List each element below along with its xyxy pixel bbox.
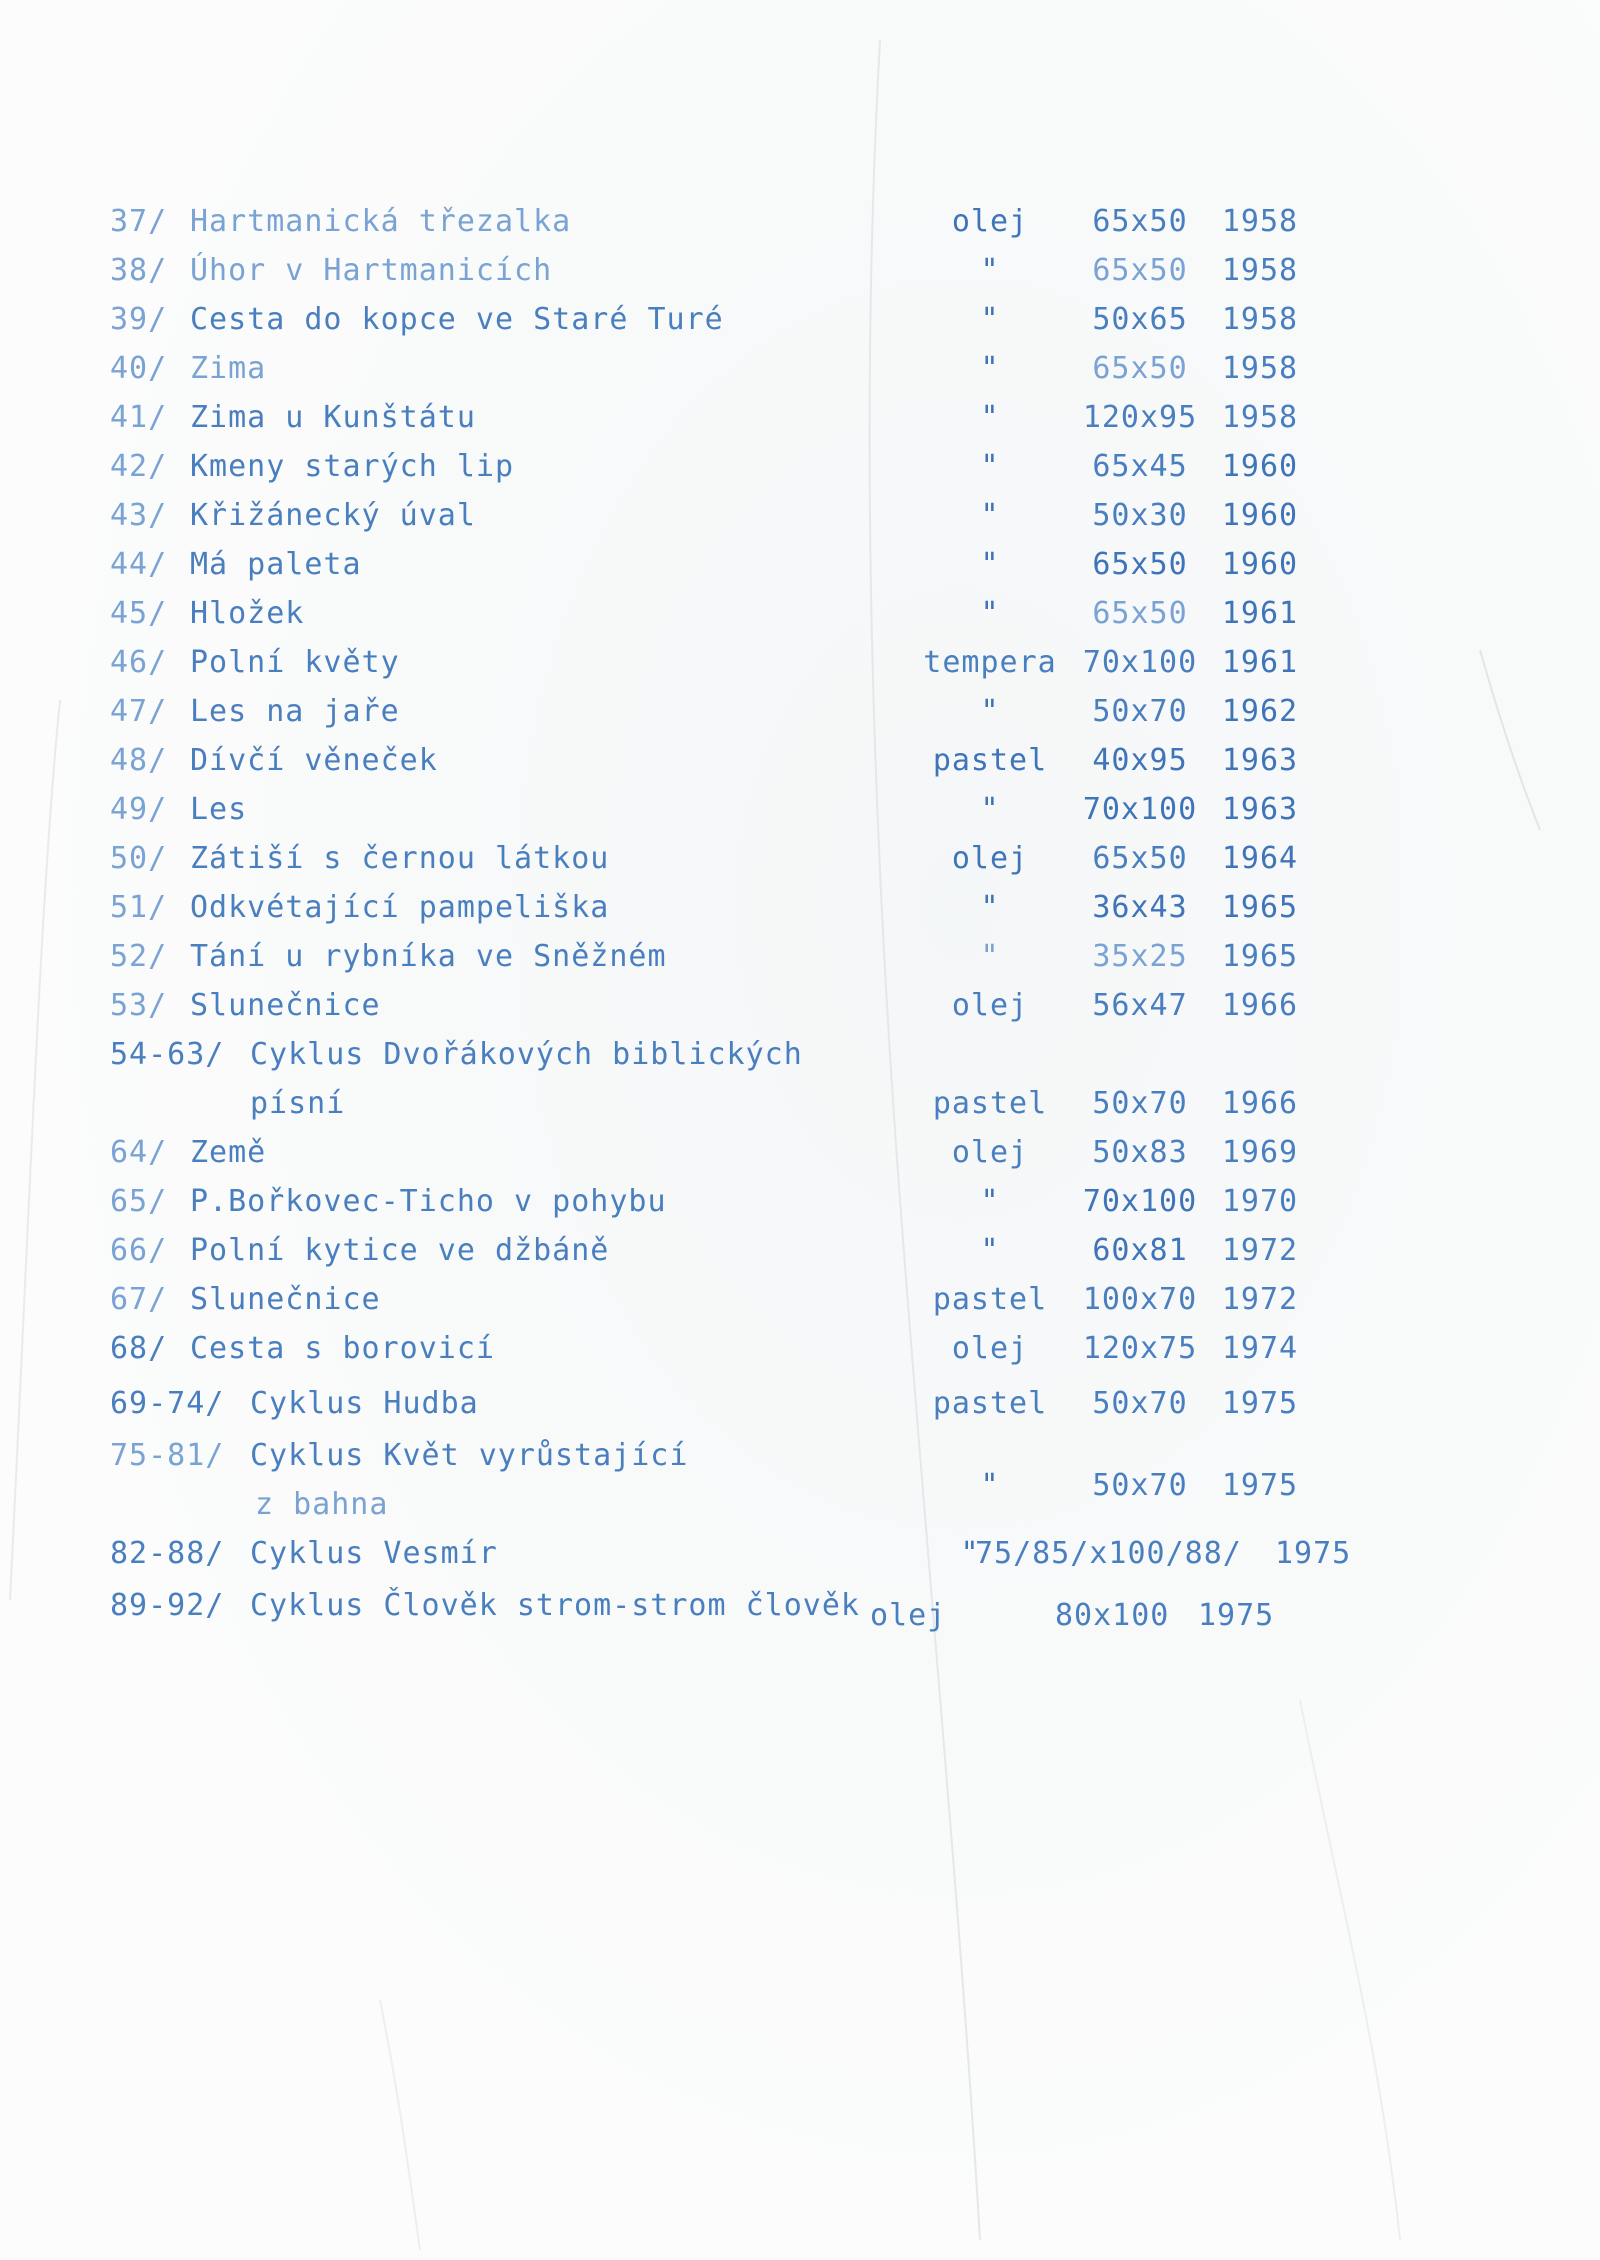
entry-size: 120x75 xyxy=(1082,1331,1198,1366)
entry-year: 1961 xyxy=(1221,645,1299,680)
entry-medium: " xyxy=(960,1536,980,1571)
entry-size: 65x50 xyxy=(1092,547,1188,582)
entry-size: 70x100 xyxy=(1082,792,1198,827)
entry-year: 1969 xyxy=(1221,1135,1299,1170)
entry-year: 1965 xyxy=(1221,890,1299,925)
entry-year: 1965 xyxy=(1221,939,1299,974)
entry-medium: pastel xyxy=(932,1386,1048,1421)
entry-year: 1975 xyxy=(1198,1598,1275,1633)
entry-year: 1970 xyxy=(1221,1184,1299,1219)
entry-medium: " xyxy=(980,351,1000,386)
entry-medium: olej xyxy=(951,841,1029,876)
entry-medium: tempera xyxy=(923,645,1057,680)
entry-title: Kmeny starých lip xyxy=(190,449,515,484)
entry-year: 1961 xyxy=(1221,596,1299,631)
entry-medium: " xyxy=(980,449,1000,484)
entry-number: 44/ xyxy=(110,547,168,582)
entry-title: Hartmanická třezalka xyxy=(190,204,572,239)
entry-title: P.Bořkovec-Ticho v pohybu xyxy=(190,1184,667,1219)
entry-medium: " xyxy=(980,596,1000,631)
entry-title: Cesta s borovicí xyxy=(190,1331,495,1366)
entry-size: 56x47 xyxy=(1092,988,1188,1023)
entry-number: 38/ xyxy=(110,253,168,288)
entry-size: 70x100 xyxy=(1082,645,1198,680)
entry-number: 39/ xyxy=(110,302,168,337)
entry-year: 1974 xyxy=(1221,1331,1299,1366)
entry-number: 69-74/ xyxy=(110,1386,225,1421)
list-item-continuation xyxy=(110,1485,1410,1525)
entry-size: 65x50 xyxy=(1092,204,1188,239)
entry-number: 46/ xyxy=(110,645,168,680)
entry-size: 65x50 xyxy=(1092,253,1188,288)
entry-size: 80x100 xyxy=(1055,1598,1170,1633)
entry-size: 100x70 xyxy=(1082,1282,1198,1317)
entry-title: Má paleta xyxy=(190,547,362,582)
entry-medium: olej xyxy=(951,988,1029,1023)
list-item xyxy=(110,937,1410,977)
entry-number: 65/ xyxy=(110,1184,168,1219)
entry-medium: " xyxy=(980,694,1000,729)
entry-number: 37/ xyxy=(110,204,168,239)
entry-medium: " xyxy=(980,1184,1000,1219)
entry-number: 82-88/ xyxy=(110,1536,225,1571)
entry-number: 45/ xyxy=(110,596,168,631)
list-item xyxy=(110,398,1410,438)
list-item xyxy=(110,545,1410,585)
entry-year: 1963 xyxy=(1221,792,1299,827)
entry-size: 50x70 xyxy=(1092,694,1188,729)
entry-medium: " xyxy=(980,1233,1000,1268)
entry-number: 66/ xyxy=(110,1233,168,1268)
entry-medium: " xyxy=(980,890,1000,925)
list-item xyxy=(110,741,1410,781)
entry-title: Polní kytice ve džbáně xyxy=(190,1233,610,1268)
entry-size: 35x25 xyxy=(1092,939,1188,974)
entry-year: 1958 xyxy=(1221,204,1299,239)
entry-title: Polní květy xyxy=(190,645,400,680)
entry-number: 64/ xyxy=(110,1135,168,1170)
entry-medium: " xyxy=(980,253,1000,288)
entry-title: Slunečnice xyxy=(190,1282,381,1317)
list-item xyxy=(110,1231,1410,1271)
entry-title: Zima xyxy=(190,351,267,386)
entry-size: 65x45 xyxy=(1092,449,1188,484)
entry-medium: pastel xyxy=(932,1086,1048,1121)
entry-number: 41/ xyxy=(110,400,168,435)
entry-size: 50x65 xyxy=(1092,302,1188,337)
entry-year: 1960 xyxy=(1221,547,1299,582)
entry-title-continuation: z bahna xyxy=(255,1487,389,1522)
entry-number: 43/ xyxy=(110,498,168,533)
entry-number: 52/ xyxy=(110,939,168,974)
entry-title: Odkvétající pampeliška xyxy=(190,890,610,925)
entry-year: 1963 xyxy=(1221,743,1299,778)
entry-medium: " xyxy=(980,498,1000,533)
entry-year: 1958 xyxy=(1221,400,1299,435)
entry-title: Cyklus Vesmír xyxy=(250,1536,498,1571)
entry-title: Cyklus Dvořákových biblických xyxy=(250,1037,803,1072)
entry-medium: pastel xyxy=(932,1282,1048,1317)
entry-size: 50x30 xyxy=(1092,498,1188,533)
entry-size: 120x95 xyxy=(1082,400,1198,435)
entry-medium: " xyxy=(980,792,1000,827)
list-item xyxy=(110,202,1410,242)
entry-number: 68/ xyxy=(110,1331,168,1366)
entry-year: 1958 xyxy=(1221,253,1299,288)
list-item xyxy=(110,1586,1410,1633)
entry-year: 1958 xyxy=(1221,351,1299,386)
entry-year: 1960 xyxy=(1221,498,1299,533)
entry-medium: " xyxy=(980,400,1000,435)
entry-number: 89-92/ xyxy=(110,1588,225,1623)
entry-title: Úhor v Hartmanicích xyxy=(190,253,553,288)
entry-number: 42/ xyxy=(110,449,168,484)
list-item xyxy=(110,300,1410,340)
entry-size: 50x70 xyxy=(1092,1386,1188,1421)
entry-title: Země xyxy=(190,1135,267,1170)
list-item xyxy=(110,1384,1410,1424)
list-item xyxy=(110,1534,1410,1574)
entry-year: 1966 xyxy=(1221,1086,1299,1121)
entry-year: 1962 xyxy=(1221,694,1299,729)
list-item xyxy=(110,643,1410,683)
entry-year: 1966 xyxy=(1221,988,1299,1023)
list-item xyxy=(110,1035,1410,1075)
entry-size: 40x95 xyxy=(1092,743,1188,778)
entry-title: Zima u Kunštátu xyxy=(190,400,476,435)
list-item-continuation xyxy=(110,1084,1410,1124)
list-item xyxy=(110,839,1410,879)
entry-size: 75/85/x100/88/ xyxy=(975,1536,1242,1571)
entry-year: 1964 xyxy=(1221,841,1299,876)
entry-year: 1972 xyxy=(1221,1282,1299,1317)
entry-size: 50x83 xyxy=(1092,1135,1188,1170)
entry-title: Hložek xyxy=(190,596,305,631)
list-item xyxy=(110,1182,1410,1222)
entry-number: 51/ xyxy=(110,890,168,925)
entry-medium: " xyxy=(980,939,1000,974)
entry-title: Zátiší s černou látkou xyxy=(190,841,610,876)
entry-size: 70x100 xyxy=(1082,1184,1198,1219)
entry-size: 50x70 xyxy=(1092,1468,1188,1503)
list-item xyxy=(110,1329,1410,1369)
list-item xyxy=(110,888,1410,928)
entry-number: 40/ xyxy=(110,351,168,386)
entry-size: 65x50 xyxy=(1092,596,1188,631)
entry-medium: olej xyxy=(951,1331,1029,1366)
list-item xyxy=(110,692,1410,732)
entry-title: Tání u rybníka ve Sněžném xyxy=(190,939,667,974)
entry-size: 65x50 xyxy=(1092,351,1188,386)
entry-title: Dívčí věneček xyxy=(190,743,438,778)
list-item xyxy=(110,496,1410,536)
list-item xyxy=(110,1133,1410,1173)
entry-year: 1975 xyxy=(1221,1468,1299,1503)
entry-medium: olej xyxy=(951,1135,1029,1170)
entry-number: 53/ xyxy=(110,988,168,1023)
entry-title: Les xyxy=(190,792,248,827)
entry-title: Cyklus Člověk strom-strom člověk xyxy=(250,1588,860,1623)
entry-number: 50/ xyxy=(110,841,168,876)
entry-title: Cyklus Hudba xyxy=(250,1386,479,1421)
list-item xyxy=(110,349,1410,389)
entry-medium: " xyxy=(980,547,1000,582)
entry-year: 1958 xyxy=(1221,302,1299,337)
entry-title: Křižánecký úval xyxy=(190,498,476,533)
entry-medium: " xyxy=(980,1468,1000,1503)
entry-medium: olej xyxy=(951,204,1029,239)
entry-number: 49/ xyxy=(110,792,168,827)
list-item xyxy=(110,986,1410,1026)
entry-title: Cyklus Květ vyrůstající xyxy=(250,1438,689,1473)
entry-year: 1975 xyxy=(1221,1386,1299,1421)
entry-size: 50x70 xyxy=(1092,1086,1188,1121)
list-item xyxy=(110,1280,1410,1320)
entry-title: Cesta do kopce ve Staré Turé xyxy=(190,302,724,337)
entry-number: 75-81/ xyxy=(110,1438,225,1473)
entry-size: 60x81 xyxy=(1092,1233,1188,1268)
entry-size: 65x50 xyxy=(1092,841,1188,876)
entry-number: 67/ xyxy=(110,1282,168,1317)
entry-title: Slunečnice xyxy=(190,988,381,1023)
list-item xyxy=(110,594,1410,634)
entry-medium: " xyxy=(980,302,1000,337)
entry-number: 48/ xyxy=(110,743,168,778)
entry-year: 1972 xyxy=(1221,1233,1299,1268)
entry-medium: pastel xyxy=(932,743,1048,778)
entry-medium: olej xyxy=(870,1598,947,1633)
entry-year: 1975 xyxy=(1275,1536,1352,1571)
entry-title: Les na jaře xyxy=(190,694,400,729)
entry-year: 1960 xyxy=(1221,449,1299,484)
entry-title-continuation: písní xyxy=(250,1086,346,1121)
list-item xyxy=(110,251,1410,291)
entry-size: 36x43 xyxy=(1092,890,1188,925)
entry-number: 47/ xyxy=(110,694,168,729)
list-item xyxy=(110,790,1410,830)
entry-number: 54-63/ xyxy=(110,1037,225,1072)
list-item xyxy=(110,447,1410,487)
